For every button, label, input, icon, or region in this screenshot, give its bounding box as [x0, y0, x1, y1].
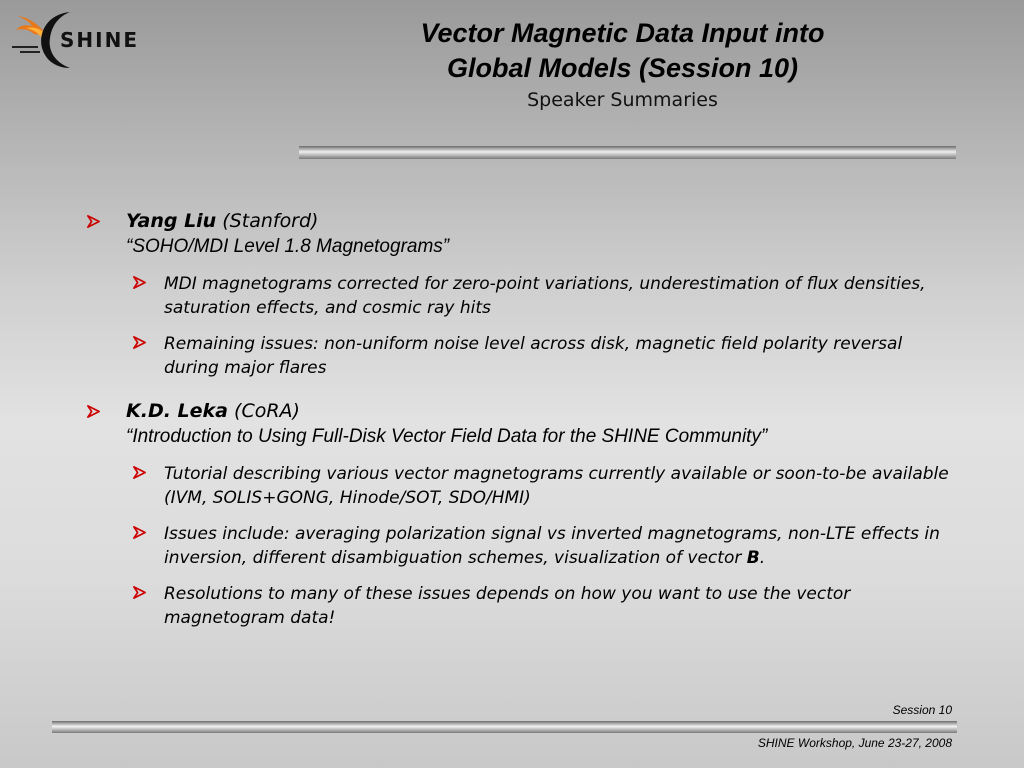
- arrow-bullet-icon: [132, 275, 147, 290]
- arrow-bullet-icon: [132, 525, 147, 540]
- page-title-line-2: Global Models (Session 10): [446, 53, 799, 83]
- speaker-list: [86, 210, 956, 642]
- footer-workshop: SHINE Workshop, June 23-27, 2008: [757, 736, 952, 750]
- summary-point-text: Tutorial describing various vector magnetograms currently available or soon-to-be available (IVM, SOLIS+GONG, Hinode/SOT, SDO/HMI): [164, 464, 949, 508]
- vector-symbol: B: [746, 548, 760, 568]
- summary-points: [126, 272, 956, 380]
- speaker-item: [86, 210, 956, 380]
- title-block: [300, 16, 945, 111]
- summary-points: [126, 462, 956, 630]
- talk-title: “Introduction to Using Full-Disk Vector Field Data for the SHINE Community”: [126, 426, 768, 447]
- summary-point-text: MDI magnetograms corrected for zero-point variations, underestimation of flux densities, saturation effects, and cosmic ray hits: [164, 274, 926, 318]
- talk-title: “SOHO/MDI Level 1.8 Magnetograms”: [126, 236, 450, 257]
- page-subtitle: Speaker Summaries: [527, 89, 718, 111]
- speaker-name: Yang Liu: [126, 210, 217, 232]
- summary-point: [126, 272, 956, 320]
- summary-point: [126, 522, 956, 570]
- arrow-bullet-icon: [86, 404, 101, 419]
- arrow-bullet-icon: [86, 214, 101, 229]
- shine-logo: [8, 6, 168, 70]
- speaker-affiliation: (CoRA): [234, 400, 300, 422]
- summary-point: [126, 332, 956, 380]
- summary-point: [126, 582, 956, 630]
- summary-point-text: Remaining issues: non-uniform noise level across disk, magnetic field polarity reversal during major flares: [164, 334, 903, 378]
- footer-session: Session 10: [892, 703, 952, 717]
- speaker-affiliation: (Stanford): [222, 210, 319, 232]
- arrow-bullet-icon: [132, 465, 147, 480]
- arrow-bullet-icon: [132, 335, 147, 350]
- footer-divider: [52, 721, 957, 733]
- summary-point-end: .: [759, 548, 766, 568]
- logo-text: SHINE: [60, 28, 139, 52]
- speaker-item: [86, 400, 956, 630]
- page-title-line-1: Vector Magnetic Data Input into: [420, 18, 825, 48]
- header-divider: [299, 146, 956, 159]
- speaker-name: K.D. Leka: [126, 400, 228, 422]
- summary-point: [126, 462, 956, 510]
- summary-point-text: Issues include: averaging polarization signal vs inverted magnetograms, non-LTE effects in inversion, different disambiguation schemes, visualization of vector: [164, 524, 940, 568]
- summary-point-text: Resolutions to many of these issues depends on how you want to use the vector magnetogram data!: [164, 584, 851, 628]
- arrow-bullet-icon: [132, 585, 147, 600]
